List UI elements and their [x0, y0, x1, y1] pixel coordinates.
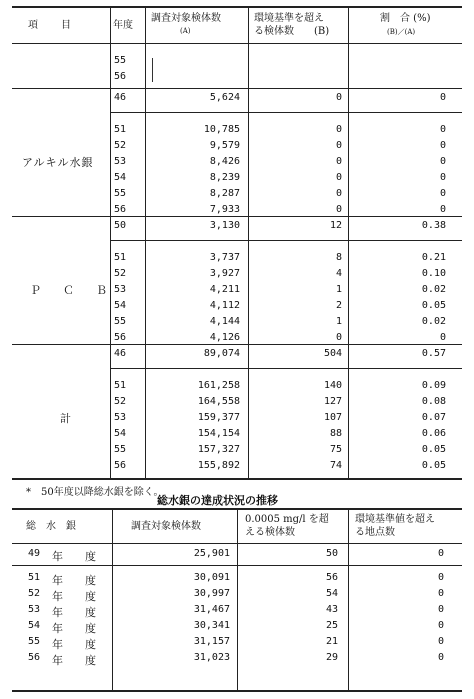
table1-vrule-3 [248, 6, 249, 478]
samples-cell: 7,933 [209, 204, 240, 215]
year-cell: 54 [28, 620, 41, 631]
ratio-cell: 0.02 [421, 316, 446, 327]
table2-title: 総水銀の達成状況の推移 [157, 494, 278, 507]
table1-header-exceed: 環境基準を超え [254, 13, 324, 24]
ratio-cell: 0 [439, 188, 446, 199]
year-cell: 55 [114, 444, 127, 455]
samples-cell: 164,558 [197, 396, 240, 407]
ratio-cell: 0.57 [421, 348, 446, 359]
year-cell: 56 [114, 332, 127, 343]
ratio-cell: 0.05 [421, 300, 446, 311]
ratio-cell: 0.07 [421, 412, 446, 423]
table1-header-year: 年度 [113, 20, 133, 31]
samples-cell: 30,341 [193, 620, 230, 631]
exceed-cell: 54 [325, 588, 338, 599]
sites-cell: 0 [437, 620, 444, 631]
year-cell: 46 [114, 348, 127, 359]
ratio-cell: 0 [439, 172, 446, 183]
exceed-cell: 21 [325, 636, 338, 647]
samples-cell: 161,258 [197, 380, 240, 391]
group-label: 計 [60, 412, 71, 425]
exceed-cell: 0 [335, 140, 342, 151]
samples-cell: 8,426 [209, 156, 240, 167]
ratio-cell: 0 [439, 332, 446, 343]
year-cell: 56 [114, 71, 127, 82]
table1-header-rule [12, 43, 462, 44]
exceed-cell: 1 [335, 284, 342, 295]
section-rule [12, 216, 462, 217]
table2-vrule-2 [237, 508, 238, 690]
table2-vrule-3 [348, 508, 349, 690]
table2-header-exceed: 0.0005 mg/l を超 [245, 514, 329, 525]
samples-cell: 154,154 [197, 428, 240, 439]
samples-cell: 10,785 [203, 124, 240, 135]
exceed-cell: 43 [325, 604, 338, 615]
exceed-cell: 0 [335, 124, 342, 135]
sites-cell: 0 [437, 548, 444, 559]
table2-header-sites: 環境基準値を超え [355, 514, 435, 525]
sites-cell: 0 [437, 572, 444, 583]
ratio-cell: 0.21 [421, 252, 446, 263]
year-cell: 49 [28, 548, 41, 559]
samples-cell: 159,377 [197, 412, 240, 423]
table2-bottom-rule [12, 690, 462, 692]
samples-cell: 4,211 [209, 284, 240, 295]
samples-cell: 31,023 [193, 652, 230, 663]
group-label: Ｐ Ｃ Ｂ [30, 284, 107, 297]
table1-header-samples: 調査対象検体数 [151, 13, 221, 24]
year-cell: 56 [114, 460, 127, 471]
year-cell: 54 [114, 428, 127, 439]
exceed-cell: 0 [335, 92, 342, 103]
year-cell: 54 [114, 300, 127, 311]
year-cell: 51 [28, 572, 41, 583]
samples-cell: 30,997 [193, 588, 230, 599]
year-suffix: 年 度 [52, 654, 96, 667]
year-cell: 55 [28, 636, 41, 647]
table2-vrule-1 [112, 508, 113, 690]
table1-header-item: 項 目 [28, 20, 72, 31]
exceed-cell: 29 [325, 652, 338, 663]
year-cell: 56 [28, 652, 41, 663]
year-cell: 51 [114, 380, 127, 391]
ratio-cell: 0 [439, 124, 446, 135]
exceed-cell: 0 [335, 332, 342, 343]
ratio-cell: 0.05 [421, 444, 446, 455]
ratio-cell: 0 [439, 156, 446, 167]
exceed-cell: 1 [335, 316, 342, 327]
samples-cell: 4,112 [209, 300, 240, 311]
year-cell: 53 [28, 604, 41, 615]
samples-cell: 8,287 [209, 188, 240, 199]
exceed-cell: 88 [329, 428, 342, 439]
table1-header-samples-ref: (A) [180, 27, 191, 35]
year-cell: 56 [114, 204, 127, 215]
year-suffix: 年 度 [52, 590, 96, 603]
exceed-cell: 50 [325, 548, 338, 559]
exceed-cell: 12 [329, 220, 342, 231]
exceed-cell: 56 [325, 572, 338, 583]
year-cell: 52 [28, 588, 41, 599]
table2-header-exceed-2: える検体数 [245, 527, 295, 538]
year-cell: 52 [114, 140, 127, 151]
table2-header-item: 総 水 銀 [26, 521, 76, 532]
table1-header-ratio: 割 合 (%) [380, 13, 431, 24]
year-suffix: 年 度 [52, 606, 96, 619]
bracket-mark [152, 58, 153, 82]
year-cell: 52 [114, 268, 127, 279]
samples-cell: 4,126 [209, 332, 240, 343]
year-suffix: 年 度 [52, 622, 96, 635]
year-cell: 51 [114, 252, 127, 263]
table2-header-sites-2: る地点数 [355, 527, 395, 538]
year-cell: 55 [114, 188, 127, 199]
samples-cell: 3,130 [209, 220, 240, 231]
exceed-cell: 4 [335, 268, 342, 279]
year-cell: 53 [114, 284, 127, 295]
samples-cell: 9,579 [209, 140, 240, 151]
exceed-cell: 0 [335, 204, 342, 215]
row-separator [110, 368, 462, 369]
samples-cell: 3,927 [209, 268, 240, 279]
row-separator [110, 112, 462, 113]
samples-cell: 8,239 [209, 172, 240, 183]
ratio-cell: 0 [439, 92, 446, 103]
year-cell: 46 [114, 92, 127, 103]
table1-vrule-4 [348, 6, 349, 478]
year-cell: 55 [114, 55, 127, 66]
row-separator [12, 565, 462, 566]
ratio-cell: 0.38 [421, 220, 446, 231]
sites-cell: 0 [437, 636, 444, 647]
year-cell: 55 [114, 316, 127, 327]
ratio-cell: 0.08 [421, 396, 446, 407]
samples-cell: 31,467 [193, 604, 230, 615]
exceed-cell: 0 [335, 172, 342, 183]
row-separator [110, 240, 462, 241]
year-suffix: 年 度 [52, 550, 96, 563]
ratio-cell: 0.09 [421, 380, 446, 391]
table1-vrule-2 [145, 6, 146, 478]
year-cell: 53 [114, 156, 127, 167]
ratio-cell: 0.02 [421, 284, 446, 295]
table1-header-exceed-2: る検体数 (B) [254, 26, 330, 37]
ratio-cell: 0.05 [421, 460, 446, 471]
samples-cell: 3,737 [209, 252, 240, 263]
group-label: アルキル水銀 [22, 156, 94, 169]
table1-bottom-rule [12, 478, 462, 480]
table1-header-ratio-ref: (B)／(A) [387, 28, 416, 36]
exceed-cell: 75 [329, 444, 342, 455]
ratio-cell: 0 [439, 140, 446, 151]
table1-top-rule [12, 6, 462, 8]
exceed-cell: 504 [323, 348, 342, 359]
samples-cell: 30,091 [193, 572, 230, 583]
samples-cell: 157,327 [197, 444, 240, 455]
sites-cell: 0 [437, 652, 444, 663]
sites-cell: 0 [437, 588, 444, 599]
sites-cell: 0 [437, 604, 444, 615]
year-cell: 50 [114, 220, 127, 231]
exceed-cell: 25 [325, 620, 338, 631]
exceed-cell: 74 [329, 460, 342, 471]
exceed-cell: 140 [323, 380, 342, 391]
footnote: * 50年度以降総水銀を除く。 [26, 487, 164, 498]
year-cell: 51 [114, 124, 127, 135]
year-suffix: 年 度 [52, 638, 96, 651]
table1-vrule-1 [110, 6, 111, 478]
exceed-cell: 0 [335, 188, 342, 199]
samples-cell: 89,074 [203, 348, 240, 359]
section-rule [12, 344, 462, 345]
exceed-cell: 2 [335, 300, 342, 311]
samples-cell: 155,892 [197, 460, 240, 471]
ratio-cell: 0.10 [421, 268, 446, 279]
samples-cell: 5,624 [209, 92, 240, 103]
exceed-cell: 107 [323, 412, 342, 423]
year-suffix: 年 度 [52, 574, 96, 587]
samples-cell: 4,144 [209, 316, 240, 327]
year-cell: 53 [114, 412, 127, 423]
ratio-cell: 0 [439, 204, 446, 215]
exceed-cell: 8 [335, 252, 342, 263]
exceed-cell: 0 [335, 156, 342, 167]
samples-cell: 25,901 [193, 548, 230, 559]
samples-cell: 31,157 [193, 636, 230, 647]
exceed-cell: 127 [323, 396, 342, 407]
year-cell: 52 [114, 396, 127, 407]
year-cell: 54 [114, 172, 127, 183]
section-rule [12, 88, 462, 89]
table2-header-samples: 調査対象検体数 [131, 521, 201, 532]
ratio-cell: 0.06 [421, 428, 446, 439]
